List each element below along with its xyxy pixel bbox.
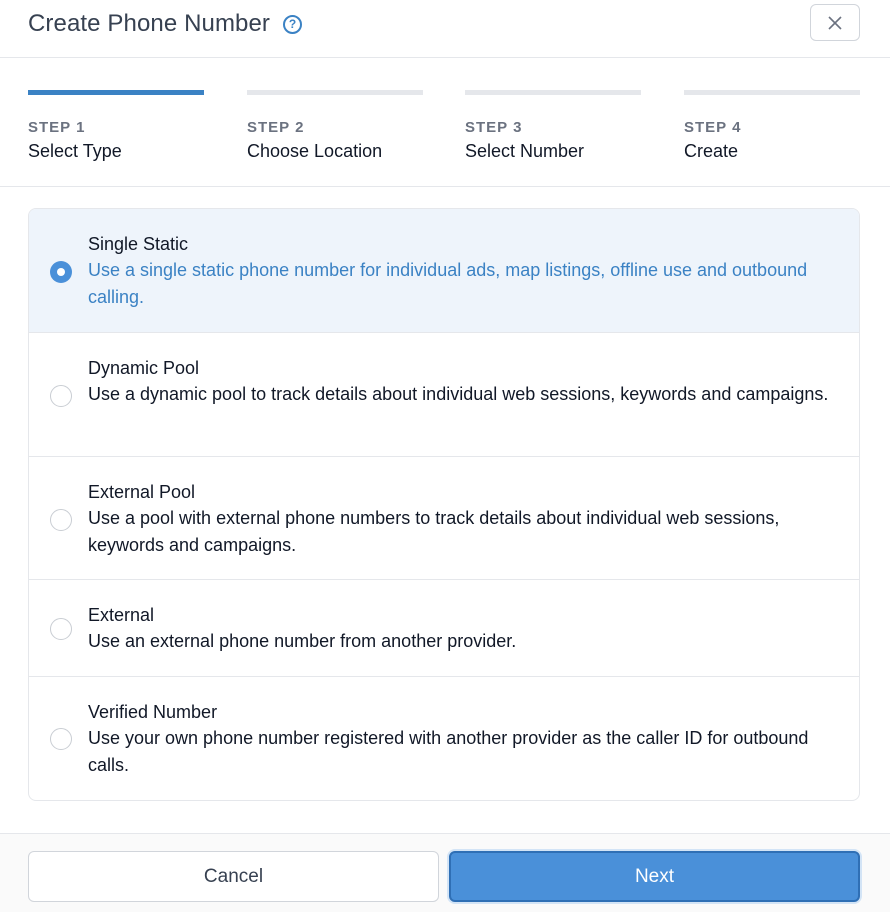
option-description: Use a single static phone number for individual ads, map listings, offline use and outbound calling.: [88, 260, 808, 307]
option-single-static[interactable]: [29, 209, 859, 333]
step-number: STEP 3: [465, 119, 523, 136]
step-3: [465, 58, 641, 186]
step-4: [684, 58, 860, 186]
step-label: Create: [684, 141, 739, 161]
option-title: External Pool: [88, 482, 196, 502]
step-progress-bar: [465, 90, 641, 95]
step-1: [28, 58, 204, 186]
close-button[interactable]: [810, 4, 860, 41]
radio-button[interactable]: [50, 618, 72, 640]
title-group: [28, 8, 302, 40]
step-label: Select Type: [28, 141, 122, 161]
page-title: Create Phone Number: [28, 10, 271, 37]
radio-button[interactable]: [50, 261, 72, 283]
option-external-pool[interactable]: [29, 457, 859, 580]
step-progress-bar: [684, 90, 860, 95]
next-button[interactable]: Next: [449, 851, 860, 902]
close-icon: [828, 16, 842, 30]
option-description: Use a dynamic pool to track details about individual web sessions, keywords and campaigns.: [88, 384, 829, 404]
radio-button[interactable]: [50, 385, 72, 407]
help-icon[interactable]: ?: [283, 15, 302, 34]
option-title: Verified Number: [88, 702, 218, 722]
step-number: STEP 1: [28, 119, 86, 136]
option-description: Use an external phone number from another provider.: [88, 631, 517, 651]
step-progress-bar: [247, 90, 423, 95]
option-title: Dynamic Pool: [88, 358, 200, 378]
radio-button[interactable]: [50, 728, 72, 750]
option-title: External: [88, 605, 155, 625]
step-progress-bar: [28, 90, 204, 95]
step-label: Select Number: [465, 141, 585, 161]
modal-header: [0, 0, 890, 58]
option-description: Use a pool with external phone numbers to track details about individual web sessions, keywords and campaigns.: [88, 508, 780, 555]
step-number: STEP 2: [247, 119, 305, 136]
modal-footer: [0, 833, 890, 912]
cancel-button[interactable]: Cancel: [28, 851, 439, 902]
number-type-options: [28, 208, 860, 801]
option-description: Use your own phone number registered with another provider as the caller ID for outbound calls.: [88, 728, 809, 775]
step-2: [247, 58, 423, 186]
option-external[interactable]: [29, 580, 859, 677]
step-number: STEP 4: [684, 119, 742, 136]
option-verified-number[interactable]: [29, 677, 859, 800]
option-dynamic-pool[interactable]: [29, 333, 859, 457]
option-title: Single Static: [88, 234, 189, 254]
step-label: Choose Location: [247, 141, 383, 161]
stepper: [0, 58, 890, 187]
radio-button[interactable]: [50, 509, 72, 531]
